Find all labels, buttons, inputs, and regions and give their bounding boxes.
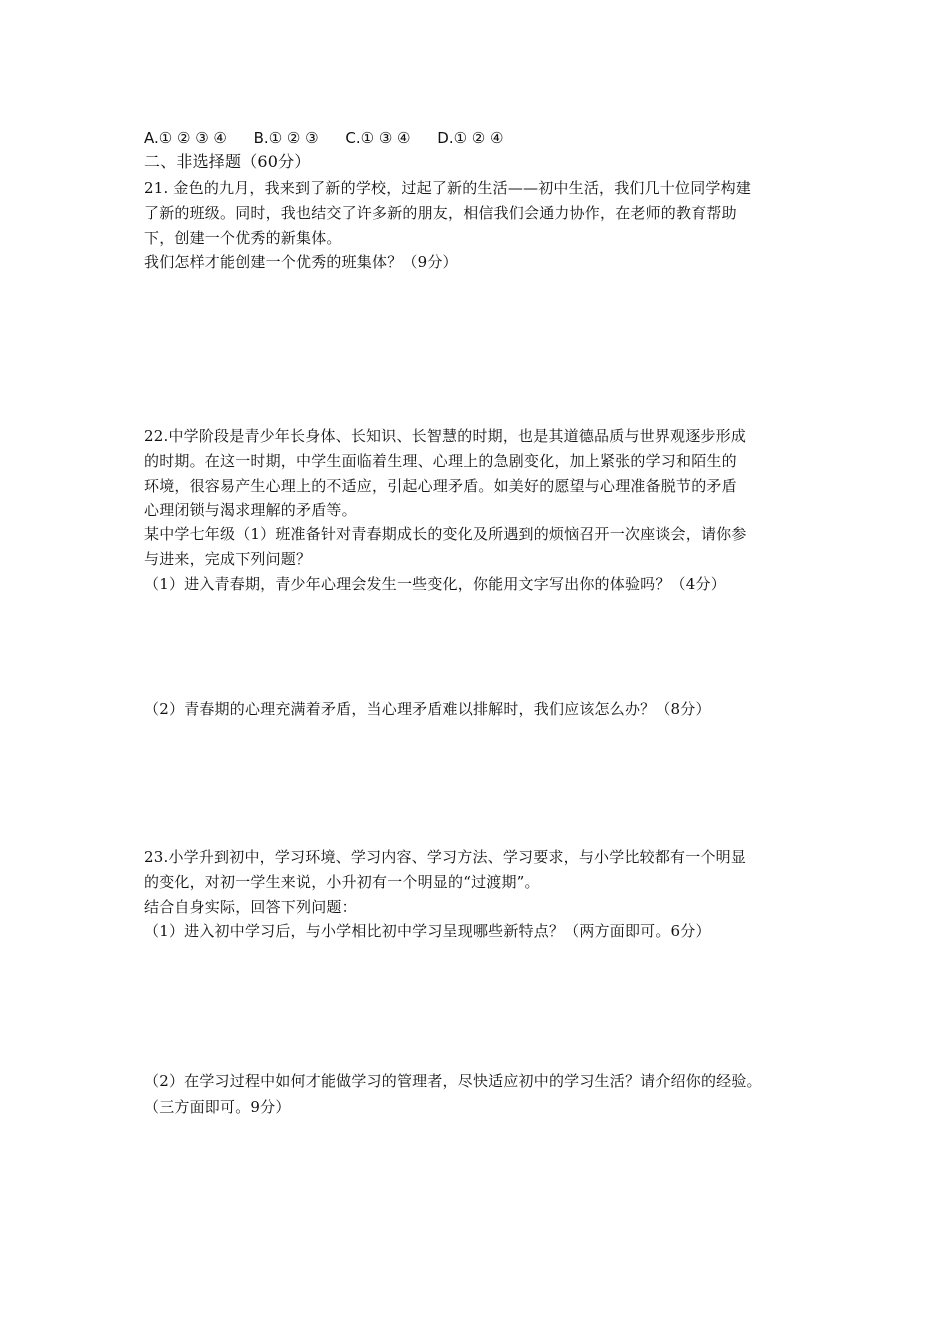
q21-line: 21. 金色的九月，我来到了新的学校，过起了新的生活——初中生活，我们几十位同学构建 [144, 179, 752, 197]
answer-options [144, 127, 525, 149]
q23-line: 23.小学升到初中，学习环境、学习内容、学习方法、学习要求，与小学比较都有一个明显 [144, 848, 747, 866]
q21-line: 下，创建一个优秀的新集体。 [144, 229, 342, 247]
q23-sub1: （1）进入初中学习后，与小学相比初中学习呈现哪些新特点？（两方面即可。6分） [144, 922, 711, 940]
q22-line: 的时期。在这一时期，中学生面临着生理、心理上的急剧变化，加上紧张的学习和陌生的 [144, 452, 737, 470]
option-d: D.① ② ④ [437, 129, 504, 147]
option-a: A.① ② ③ ④ [144, 129, 227, 147]
option-c: C.① ③ ④ [345, 129, 411, 147]
q22-line: 某中学七年级（1）班准备针对青春期成长的变化及所遇到的烦恼召开一次座谈会，请你参 [144, 525, 747, 543]
q21-prompt: 我们怎样才能创建一个优秀的班集体？（9分） [144, 253, 458, 271]
q21-line: 了新的班级。同时，我也结交了许多新的朋友，相信我们会通力协作，在老师的教育帮助 [144, 204, 737, 222]
q22-line: 环境，很容易产生心理上的不适应，引起心理矛盾。如美好的愿望与心理准备脱节的矛盾 [144, 477, 737, 495]
q22-line: 与进来，完成下列问题？ [144, 550, 312, 568]
q23-line: 结合自身实际，回答下列问题： [144, 898, 357, 916]
section-heading: 二、非选择题（60分） [144, 152, 311, 171]
q22-sub2: （2）青春期的心理充满着矛盾，当心理矛盾难以排解时，我们应该怎么办？（8分） [144, 700, 711, 718]
q23-sub2-note: （三方面即可。9分） [144, 1098, 291, 1116]
q22-line: 心理闭锁与渴求理解的矛盾等。 [144, 501, 357, 519]
q23-sub2: （2）在学习过程中如何才能做学习的管理者，尽快适应初中的学习生活？请介绍你的经验。 [144, 1072, 762, 1090]
option-b: B.① ② ③ [253, 129, 319, 147]
q23-line: 的变化，对初一学生来说，小升初有一个明显的“过渡期”。 [144, 873, 540, 891]
q22-line: 22.中学阶段是青少年长身体、长知识、长智慧的时期，也是其道德品质与世界观逐步形成 [144, 427, 747, 445]
q22-sub1: （1）进入青春期，青少年心理会发生一些变化，你能用文字写出你的体验吗？（4分） [144, 575, 726, 593]
